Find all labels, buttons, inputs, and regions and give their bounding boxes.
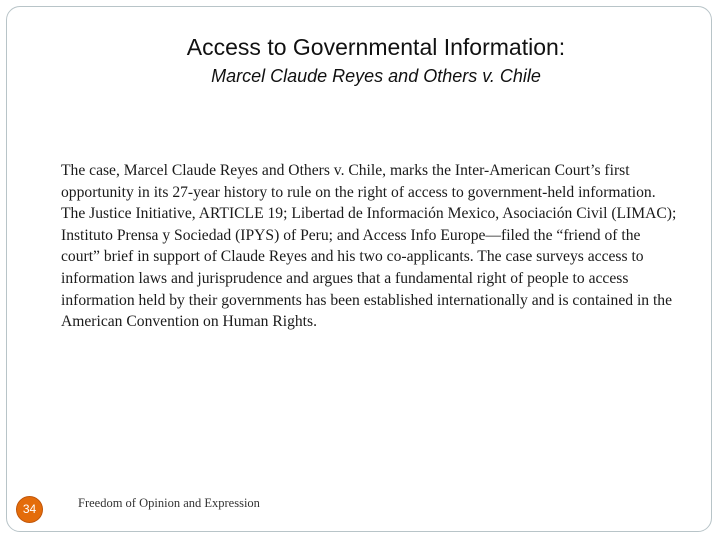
- slide-subtitle: Marcel Claude Reyes and Others v. Chile: [211, 66, 541, 86]
- page-number-badge: 34: [16, 496, 43, 523]
- footer-text: Freedom of Opinion and Expression: [78, 496, 260, 510]
- body-paragraph: The case, Marcel Claude Reyes and Others v. Chile, marks the Inter-American Court’s first opportunity in its 27-year history to rule on the right of access to government-held information. The Justice Initiative, ARTICLE 19; Libertad de Información Mexico, Asociación Civil (LIMAC); Instituto Prensa y Sociedad (IPYS) of Peru; and Access Info Europe—filed the “friend of the court” brief in support of Claude Reyes and his two co-applicants. The case surveys access to information laws and jurisprudence and argues that a fundamental right of people to access information held by their governments has been established internationally and is contained in the American Convention on Human Rights.: [61, 162, 677, 331]
- slide-title: Access to Governmental Information:: [186, 34, 566, 60]
